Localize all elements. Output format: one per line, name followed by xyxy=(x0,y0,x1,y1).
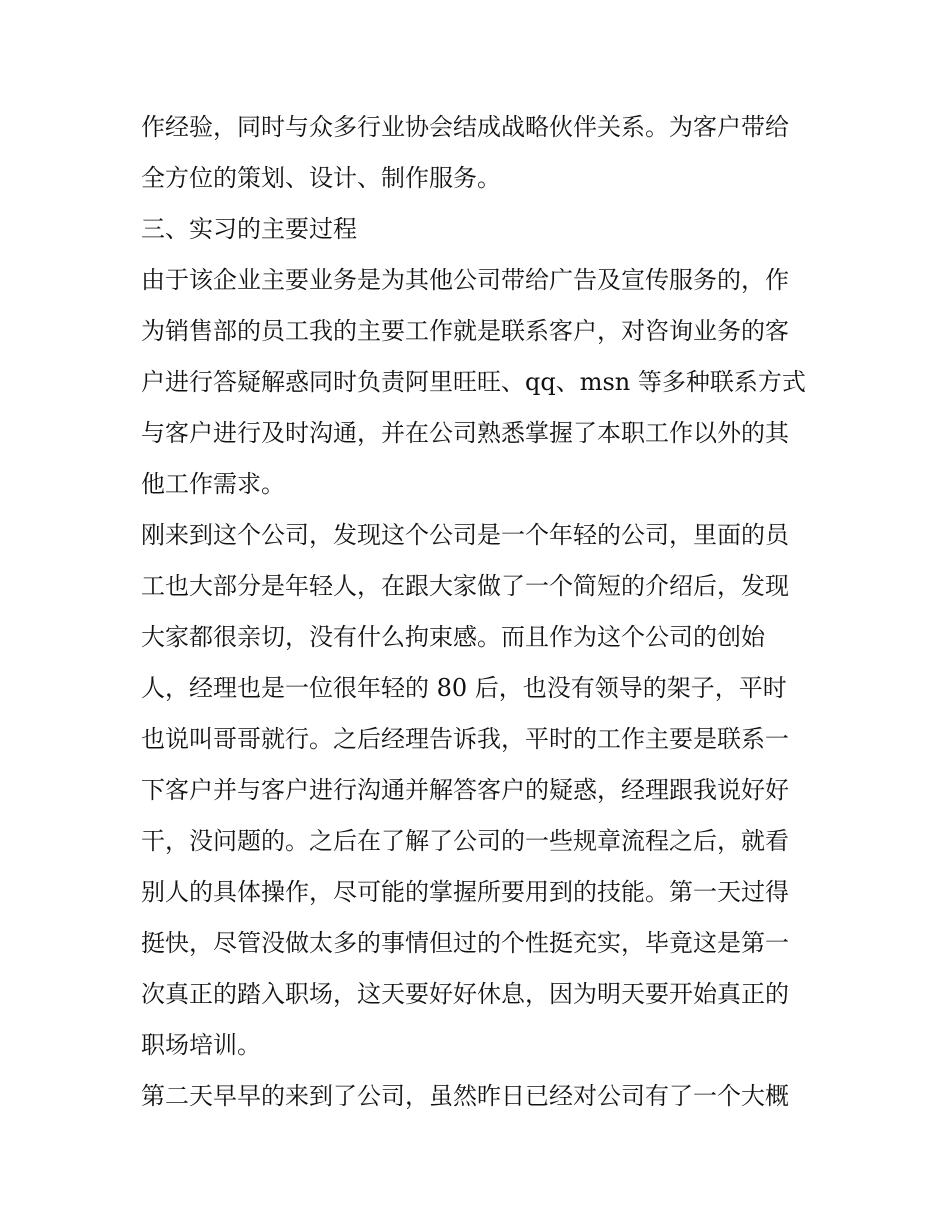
text-line-15: 干，没问题的。之后在了解了公司的一些规章流程之后，就看 xyxy=(141,827,789,855)
text-line-11: 大家都很亲切，没有什么拘束感。而且作为这个公司的创始 xyxy=(141,623,765,651)
text-line-19: 职场培训。 xyxy=(141,1031,261,1059)
text-line-10: 工也大部分是年轻人，在跟大家做了一个简短的介绍后，发现 xyxy=(141,572,789,600)
text-line-6: 户进行答疑解惑同时负责阿里旺旺、qq、msn 等多种联系方式 xyxy=(141,368,806,396)
text-line-7: 与客户进行及时沟通，并在公司熟悉掌握了本职工作以外的其 xyxy=(141,419,789,447)
text-line-2: 全方位的策划、设计、制作服务。 xyxy=(141,164,501,192)
text-line-18: 次真正的踏入职场，这天要好好休息，因为明天要开始真正的 xyxy=(141,980,789,1008)
text-line-12: 人，经理也是一位很年轻的 80 后，也没有领导的架子，平时 xyxy=(141,674,787,702)
text-line-9: 刚来到这个公司，发现这个公司是一个年轻的公司，里面的员 xyxy=(141,521,789,549)
text-line-8: 他工作需求。 xyxy=(141,470,285,498)
text-line-17: 挺快，尽管没做太多的事情但过的个性挺充实，毕竟这是第一 xyxy=(141,929,789,957)
document-body xyxy=(141,102,821,1122)
text-line-20: 第二天早早的来到了公司，虽然昨日已经对公司有了一个大概 xyxy=(141,1082,789,1110)
text-line-1: 作经验，同时与众多行业协会结成战略伙伴关系。为客户带给 xyxy=(141,113,789,141)
text-line-4: 由于该企业主要业务是为其他公司带给广告及宣传服务的，作 xyxy=(141,266,789,294)
text-line-13: 也说叫哥哥就行。之后经理告诉我，平时的工作主要是联系一 xyxy=(141,725,789,753)
section-heading: 三、实习的主要过程 xyxy=(141,215,357,243)
text-line-16: 别人的具体操作，尽可能的掌握所要用到的技能。第一天过得 xyxy=(141,878,789,906)
text-line-14: 下客户并与客户进行沟通并解答客户的疑惑，经理跟我说好好 xyxy=(141,776,789,804)
text-line-5: 为销售部的员工我的主要工作就是联系客户，对咨询业务的客 xyxy=(141,317,789,345)
